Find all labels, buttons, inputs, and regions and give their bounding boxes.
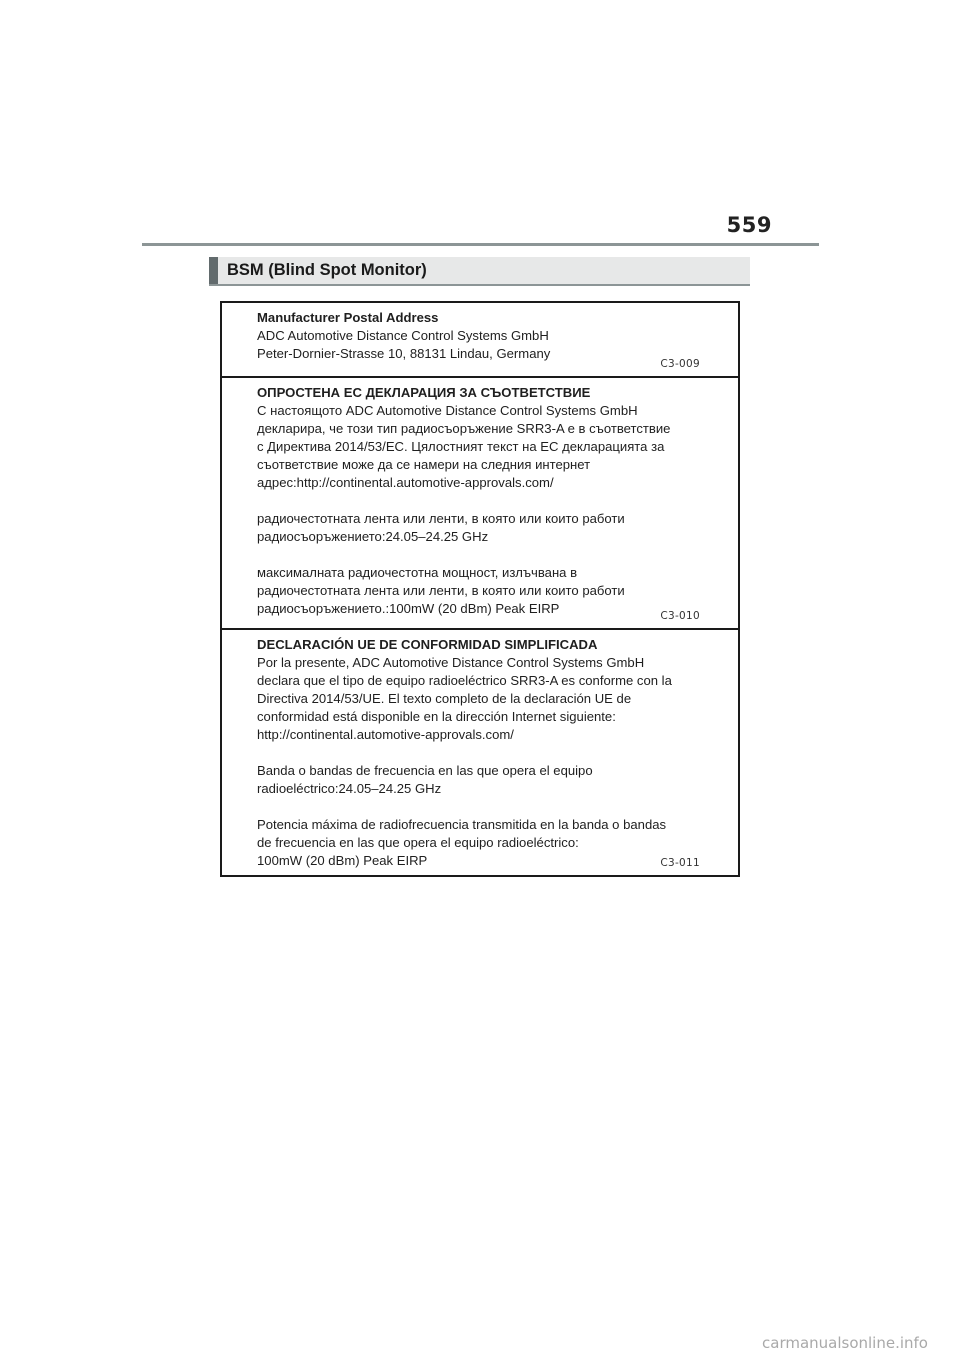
- page-number: 559: [726, 213, 772, 237]
- block-heading: ОПРОСТЕНА ЕС ДЕКЛАРАЦИЯ ЗА СЪОТВЕТСТВИЕ: [257, 385, 591, 400]
- block-line: conformidad está disponible en la dirección Internet siguiente:: [257, 709, 616, 724]
- power-line: 100mW (20 dBm) Peak EIRP: [257, 853, 428, 868]
- frequency-line: Banda o bandas de frecuencia en las que opera el equipo: [257, 763, 593, 778]
- block-heading: DECLARACIÓN UE DE CONFORMIDAD SIMPLIFICADA: [257, 637, 598, 652]
- power-line: радиосъоръжението.:100mW (20 dBm) Peak EIRP: [257, 601, 560, 616]
- block-line: http://continental.automotive-approvals.com/: [257, 727, 514, 742]
- block-heading: Manufacturer Postal Address: [257, 310, 439, 325]
- block-line: адрес:http://continental.automotive-approvals.com/: [257, 475, 554, 490]
- frequency-line: радиосъоръжението:24.05–24.25 GHz: [257, 529, 489, 544]
- power-line: de frecuencia en las que opera el equipo radioeléctrico:: [257, 835, 579, 850]
- paragraph-gap: [257, 546, 717, 564]
- section-header-bar: [209, 257, 218, 284]
- block-line: ADC Automotive Distance Control Systems GmbH: [257, 328, 549, 343]
- declaration-panel: [220, 301, 740, 877]
- figure-code: C3-011: [660, 857, 700, 869]
- block-line: Por la presente, ADC Automotive Distance Control Systems GmbH: [257, 655, 645, 670]
- power-line: Potencia máxima de radiofrecuencia transmitida en la banda o bandas: [257, 817, 667, 832]
- section-header: [209, 257, 750, 286]
- block-line: С настоящото ADC Automotive Distance Control Systems GmbH: [257, 403, 638, 418]
- block-line: Directiva 2014/53/UE. El texto completo de la declaración UE de: [257, 691, 632, 706]
- block-text: [257, 309, 717, 363]
- block-line: съответствие може да се намери на следния интернет: [257, 457, 591, 472]
- frequency-line: radioeléctrico:24.05–24.25 GHz: [257, 781, 442, 796]
- frequency-line: радиочестотната лента или ленти, в която или които работи: [257, 511, 625, 526]
- block-line: Peter-Dornier-Strasse 10, 88131 Lindau, Germany: [257, 346, 551, 361]
- paragraph-gap: [257, 798, 717, 816]
- block-line: декларира, че този тип радиосъоръжение SRR3-A е в съответствие: [257, 421, 671, 436]
- watermark: carmanualsonline.info: [762, 1334, 928, 1352]
- block-text: [257, 636, 717, 870]
- block-line: с Директива 2014/53/ЕС. Цялостният текст на ЕС декларацията за: [257, 439, 665, 454]
- figure-code: C3-010: [660, 610, 700, 622]
- block-manufacturer-address: [222, 303, 738, 378]
- top-divider: [142, 243, 819, 246]
- figure-code: C3-009: [660, 358, 700, 370]
- block-line: declara que el tipo de equipo radioeléctrico SRR3-A es conforme con la: [257, 673, 672, 688]
- paragraph-gap: [257, 744, 717, 762]
- power-line: максималната радиочестотна мощност, излъчвана в: [257, 565, 578, 580]
- block-text: [257, 384, 717, 618]
- block-bulgarian-declaration: [222, 378, 738, 630]
- paragraph-gap: [257, 492, 717, 510]
- block-spanish-declaration: [222, 630, 738, 877]
- power-line: радиочестотната лента или ленти, в която или които работи: [257, 583, 625, 598]
- section-title: BSM (Blind Spot Monitor): [227, 261, 427, 279]
